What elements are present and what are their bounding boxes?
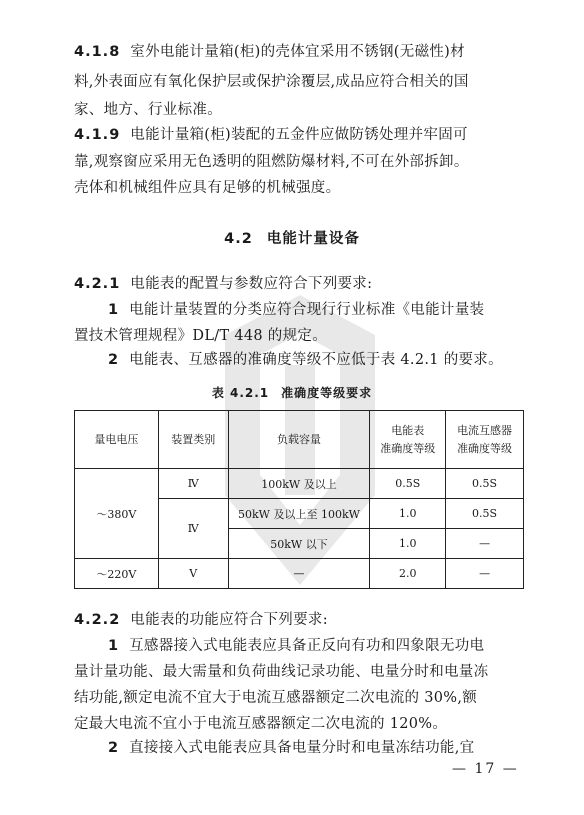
clause-number: 4.1.9	[74, 127, 121, 143]
cell-load: 100kW 及以上	[228, 469, 370, 499]
clause-number: 4.2.2	[74, 612, 121, 628]
paragraph-4-1-9-line-3: 壳体和机械组件应具有足够的机械强度。	[74, 180, 341, 196]
paragraph-4-1-8-line-1: 4.1.8 室外电能计量箱(柜)的壳体宜采用不锈钢(无磁性)材	[74, 44, 465, 60]
item-4-2-1-2-line-1: 2 电能表、互感器的准确度等级不应低于表 4.2.1 的要求。	[108, 352, 503, 368]
cell-meter: 0.5S	[370, 469, 446, 499]
item-4-2-2-1-line-4: 定最大电流不宜小于电流互感器额定二次电流的 120%。	[74, 716, 448, 732]
cell-ct: —	[446, 559, 524, 589]
clause-number: 4.1.8	[74, 44, 121, 60]
header-meter: 电能表 准确度等级	[370, 411, 446, 469]
section-title: 4.2 电能计量设备	[224, 231, 360, 247]
paragraph-4-1-8-line-2: 料,外表面应有氧化保护层或保护涂覆层,成品应符合相关的国	[74, 74, 469, 90]
header-voltage: 量电电压	[75, 411, 159, 469]
cell-load: —	[228, 559, 370, 589]
cell-voltage: ～220V	[75, 559, 159, 589]
header-type: 装置类别	[158, 411, 228, 469]
cell-load: 50kW 及以上至 100kW	[228, 499, 370, 529]
paragraph-4-1-9-line-1: 4.1.9 电能计量箱(柜)装配的五金件应做防锈处理并牢固可	[74, 127, 468, 143]
clause-number: 4.2.1	[74, 276, 121, 292]
header-load: 负载容量	[228, 411, 370, 469]
item-4-2-2-1-line-1: 1 互感器接入式电能表应具备正反向有功和四象限无功电	[108, 638, 485, 654]
cell-ct: 0.5S	[446, 469, 524, 499]
cell-ct: —	[446, 529, 524, 559]
paragraph-4-2-1: 4.2.1 电能表的配置与参数应符合下列要求:	[74, 276, 373, 292]
paragraph-4-2-2: 4.2.2 电能表的功能应符合下列要求:	[74, 612, 328, 628]
cell-meter: 1.0	[370, 499, 446, 529]
page-number: — 17 —	[452, 761, 519, 777]
table-title: 表 4.2.1 准确度等级要求	[211, 386, 373, 400]
paragraph-4-1-8-line-3: 家、地方、行业标准。	[74, 102, 222, 118]
header-ct: 电流互感器 准确度等级	[446, 411, 524, 469]
item-4-2-2-1-line-3: 结功能,额定电流不宜大于电流互感器额定二次电流的 30%,额	[74, 690, 478, 706]
table-header-row	[75, 411, 524, 469]
cell-meter: 2.0	[370, 559, 446, 589]
table-row	[75, 469, 524, 499]
cell-type: Ⅳ	[158, 499, 228, 559]
accuracy-table	[74, 410, 524, 589]
cell-type: Ⅳ	[158, 469, 228, 499]
item-4-2-2-1-line-2: 量计量功能、最大需量和负荷曲线记录功能、电量分时和电量冻	[74, 664, 489, 680]
item-4-2-2-2-line-1: 2 直接接入式电能表应具备电量分时和电量冻结功能,宜	[108, 740, 475, 756]
cell-type: Ⅴ	[158, 559, 228, 589]
cell-meter: 1.0	[370, 529, 446, 559]
cell-voltage: ～380V	[75, 469, 159, 559]
item-4-2-1-1-line-2: 置技术管理规程》DL/T 448 的规定。	[74, 328, 328, 344]
cell-load: 50kW 以下	[228, 529, 370, 559]
paragraph-4-1-9-line-2: 靠,观察窗应采用无色透明的阻燃防爆材料,不可在外部拆卸。	[74, 154, 469, 170]
cell-ct: 0.5S	[446, 499, 524, 529]
table-row	[75, 559, 524, 589]
item-4-2-1-1-line-1: 1 电能计量装置的分类应符合现行行业标准《电能计量装	[108, 302, 485, 318]
